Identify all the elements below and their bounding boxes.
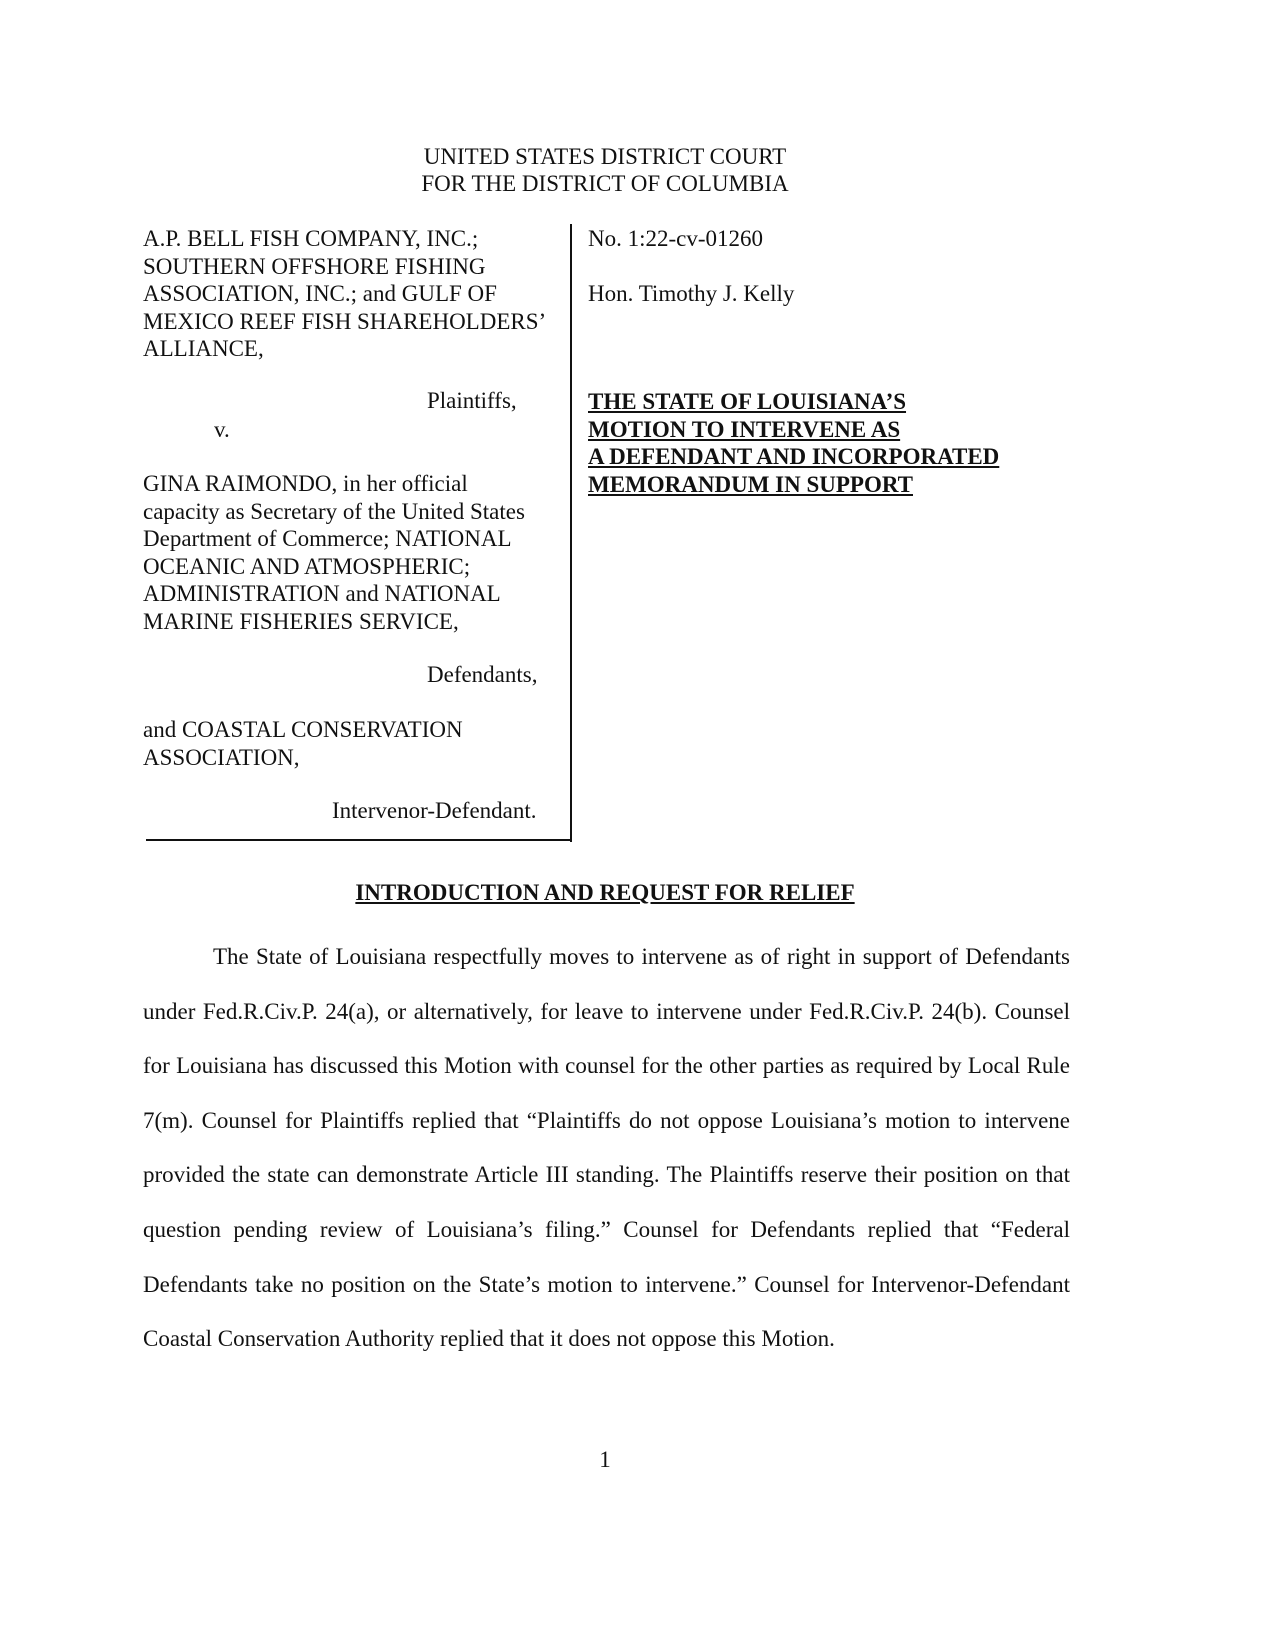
court-district: FOR THE DISTRICT OF COLUMBIA: [421, 171, 789, 196]
versus: v.: [214, 417, 230, 442]
court-name: UNITED STATES DISTRICT COURT: [423, 144, 787, 169]
page-number: 1: [599, 1447, 611, 1472]
court-header: [0, 143, 1210, 197]
case-number: No. 1:22-cv-01260: [588, 226, 764, 251]
body-paragraph: The State of Louisiana respectfully moves to intervene as of right in support of Defendants under Fed.R.Civ.P. 24(a), or alternatively, for leave to intervene under Fed.R.Civ.P. 24(b). Counsel for Louisiana has discussed this Motion with counsel for the other parties as required by Local Rule 7(m). Counsel for Plaintiffs replied that “Plaintiffs do not oppose Louisiana’s motion to intervene provided the state can demonstrate Article III standing. The Plaintiffs reserve their position on that question pending review of Louisiana’s filing.” Counsel for Defendants replied that “Federal Defendants take no position on the State’s motion to intervene.” Counsel for Intervenor-Defendant Coastal Conservation Authority replied that it does not oppose this Motion.: [143, 944, 1070, 1352]
section-heading: INTRODUCTION AND REQUEST FOR RELIEF: [355, 880, 855, 905]
defendants-names: GINA RAIMONDO, in her official capacity as Secretary of the United States Department of Commerce; NATIONAL OCEANIC AND ATMOSPHERIC; ADMINISTRATION and NATIONAL MARINE FISHERIES SERVICE,: [143, 471, 525, 634]
plaintiffs-names: A.P. BELL FISH COMPANY, INC.; SOUTHERN OFFSHORE FISHING ASSOCIATION, INC.; and GULF OF MEXICO REEF FISH SHAREHOLDERS’ ALLIANCE,: [143, 226, 547, 361]
motion-title-line: THE STATE OF LOUISIANA’S: [588, 389, 907, 414]
caption-vertical-divider: [570, 224, 572, 842]
motion-title: [588, 388, 999, 498]
defendants-role: Defendants,: [427, 662, 538, 687]
caption-bottom-rule: [146, 839, 572, 841]
intervenor-names: and COASTAL CONSERVATION ASSOCIATION,: [143, 717, 463, 770]
intervenor-role: Intervenor-Defendant.: [332, 798, 537, 823]
motion-title-line: MEMORANDUM IN SUPPORT: [588, 471, 913, 497]
motion-title-line: MOTION TO INTERVENE AS: [588, 416, 901, 442]
judge-name: Hon. Timothy J. Kelly: [588, 281, 795, 306]
motion-title-line: A DEFENDANT AND INCORPORATED: [588, 444, 1000, 469]
plaintiffs-role: Plaintiffs,: [427, 388, 517, 413]
